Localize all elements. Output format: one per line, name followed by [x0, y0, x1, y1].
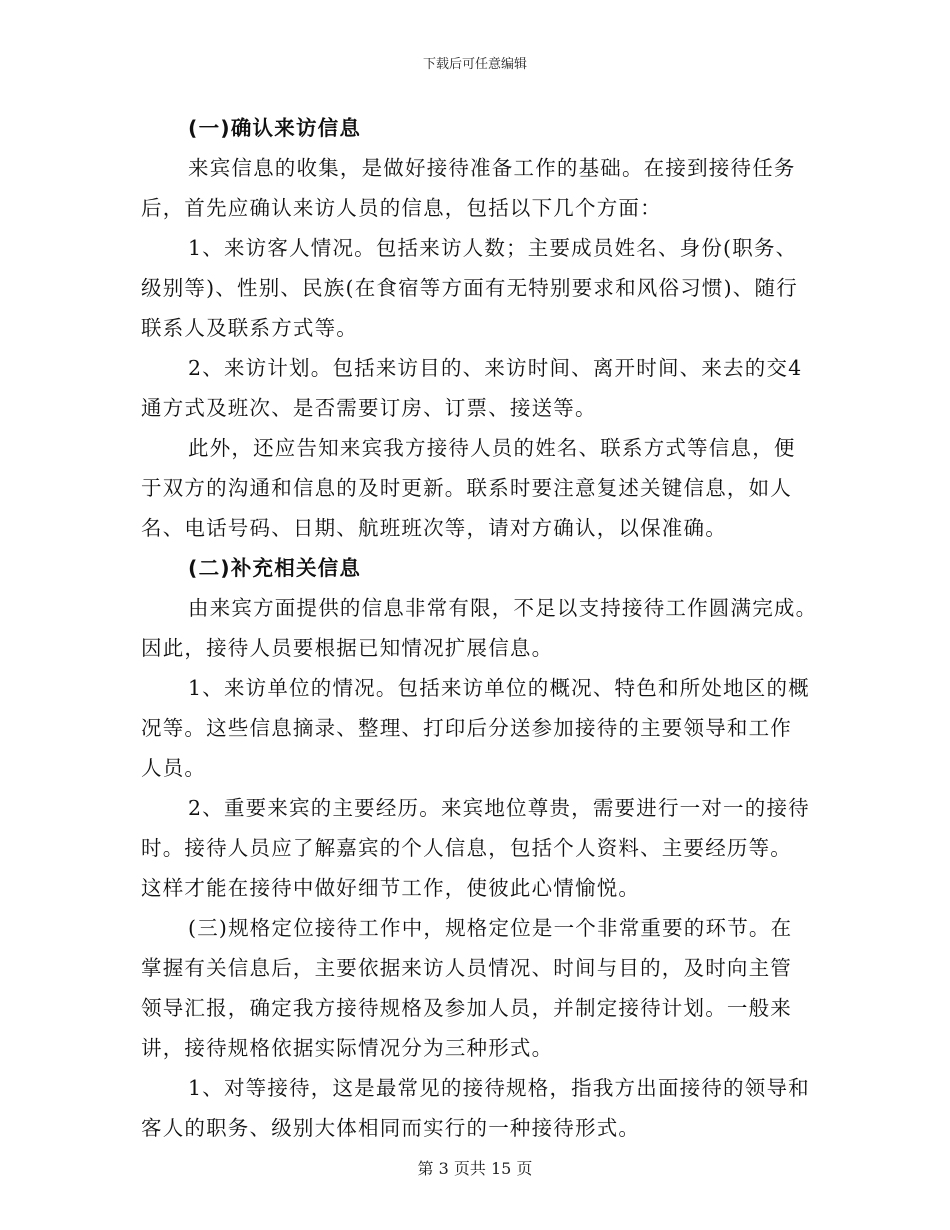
page-footer: 第 3 页共 15 页 — [417, 1159, 533, 1178]
list-item-line: 2、来访计划。包括来访目的、来访时间、离开时间、来去的交4 — [188, 356, 803, 380]
document-body — [141, 108, 818, 1148]
paragraph-line: 因此，接待人员要根据已知情况扩展信息。 — [141, 636, 554, 660]
section-heading-2: (二)补充相关信息 — [188, 556, 362, 580]
paragraph-line: 时。接待人员应了解嘉宾的个人信息，包括个人资料、主要经历等。 — [141, 836, 792, 860]
paragraph-line: 于双方的沟通和信息的及时更新。联系时要注意复述关键信息，如人 — [141, 476, 792, 500]
paragraph-line: 级别等)、性别、民族(在食宿等方面有无特别要求和风俗习惯)、随行 — [141, 276, 798, 300]
paragraph-line: 后，首先应确认来访人员的信息，包括以下几个方面： — [141, 196, 662, 220]
paragraph-line: 领导汇报，确定我方接待规格及参加人员，并制定接待计划。一般来 — [141, 996, 792, 1020]
list-item-line: 1、来访单位的情况。包括来访单位的概况、特色和所处地区的概 — [188, 676, 810, 700]
paragraph-line: 通方式及班次、是否需要订房、订票、接送等。 — [141, 396, 597, 420]
paragraph-line: 掌握有关信息后，主要依据来访人员情况、时间与目的，及时向主管 — [141, 956, 792, 980]
list-item-line: 2、重要来宾的主要经历。来宾地位尊贵，需要进行一对一的接待 — [188, 796, 810, 820]
section-heading-1: (一)确认来访信息 — [188, 116, 362, 140]
page-header: 下载后可任意编辑 — [422, 57, 527, 72]
paragraph-line: 这样才能在接待中做好细节工作，使彼此心情愉悦。 — [141, 876, 641, 900]
paragraph-line: 此外，还应告知来宾我方接待人员的姓名、联系方式等信息，便 — [188, 436, 796, 460]
paragraph-line: 客人的职务、级别大体相同而实行的一种接待形式。 — [141, 1116, 641, 1140]
section-paragraph-line: (三)规格定位接待工作中，规格定位是一个非常重要的环节。在 — [188, 916, 793, 940]
paragraph-line: 人员。 — [141, 756, 207, 780]
list-item-line: 1、对等接待，这是最常见的接待规格，指我方出面接待的领导和 — [188, 1076, 810, 1100]
paragraph-line: 联系人及联系方式等。 — [141, 316, 358, 340]
paragraph-line: 讲，接待规格依据实际情况分为三种形式。 — [141, 1036, 554, 1060]
paragraph-line: 由来宾方面提供的信息非常有限，不足以支持接待工作圆满完成。 — [188, 596, 818, 620]
paragraph-line: 况等。这些信息摘录、整理、打印后分送参加接待的主要领导和工作 — [141, 716, 792, 740]
paragraph-line: 来宾信息的收集，是做好接待准备工作的基础。在接到接待任务 — [188, 156, 796, 180]
list-item-line: 1、来访客人情况。包括来访人数；主要成员姓名、身份(职务、 — [188, 236, 798, 260]
paragraph-line: 名、电话号码、日期、航班班次等，请对方确认，以保准确。 — [141, 516, 727, 540]
